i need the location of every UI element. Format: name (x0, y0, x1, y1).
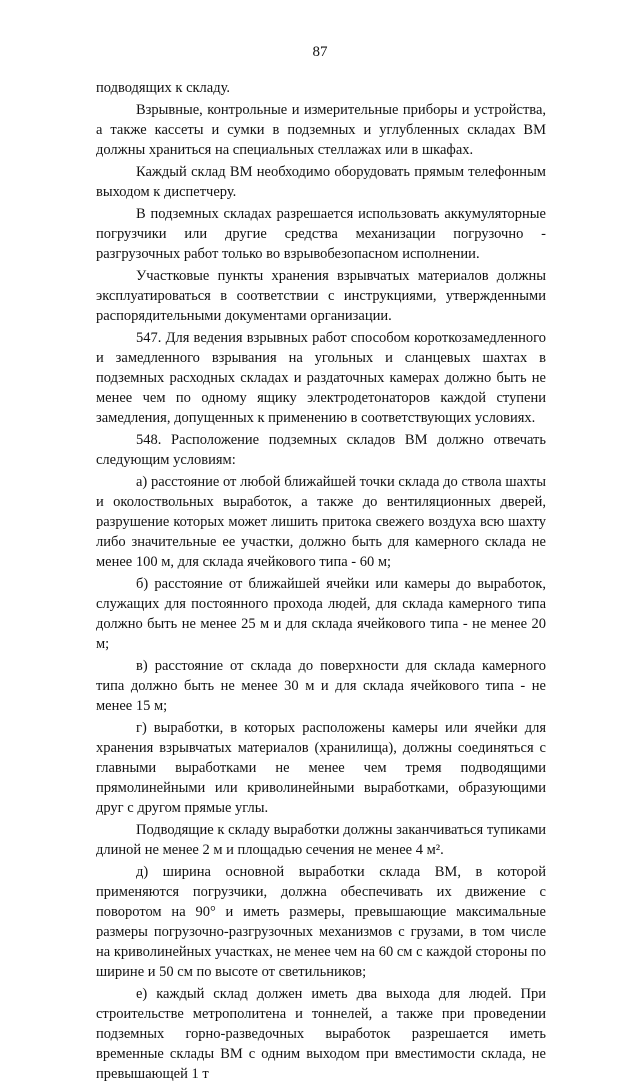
paragraph: Каждый склад ВМ необходимо оборудовать прямым телефонным выходом к диспетчеру. (96, 164, 546, 200)
document-body (96, 78, 546, 1086)
paragraph: в) расстояние от склада до поверхности для склада камерного типа должно быть не менее 30 м и для склада ячейкового типа - не менее 15 м; (96, 658, 546, 714)
paragraph: г) выработки, в которых расположены камеры или ячейки для хранения взрывчатых материалов (хранилища), должны соединяться с главными выработками не менее чем тремя подводящими прямолинейными или криволинейными выработками, образующими друг с другом прямые углы. (96, 720, 546, 816)
paragraph: д) ширина основной выработки склада ВМ, в которой применяются погрузчики, должна обеспечивать их движение с поворотом на 90° и иметь размеры, превышающие максимальные размеры погрузочно-разгрузочных механизмов с грузами, в том числе на криволинейных участках, не менее чем на 60 см с каждой стороны по ширине и 50 см по высоте от светильников; (96, 864, 546, 980)
paragraph: 547. Для ведения взрывных работ способом короткозамедленного и замедленного взрывания на угольных и сланцевых шахтах в подземных расходных складах и раздаточных камерах должно быть не менее чем по одному ящику электродетонаторов каждой ступени замедления, допущенных к применению в соответствующих условиях. (96, 330, 546, 426)
paragraph: Участковые пункты хранения взрывчатых материалов должны эксплуатироваться в соответствии с инструкциями, утвержденными распорядительными документами организации. (96, 268, 546, 324)
paragraph: а) расстояние от любой ближайшей точки склада до ствола шахты и околоствольных выработок, а также до вентиляционных дверей, разрушение которых может лишить притока свежего воздуха всю шахту либо значительные ее участки, должно быть для камерного склада не менее 100 м, для склада ячейкового типа - 60 м; (96, 474, 546, 570)
paragraph: е) каждый склад должен иметь два выхода для людей. При строительстве метрополитена и тоннелей, а также при проведении подземных горно-разведочных выработок разрешается иметь временные склады ВМ с одним выходом при вместимости склада, не превышающей 1 т (96, 986, 546, 1082)
paragraph: 548. Расположение подземных складов ВМ должно отвечать следующим условиям: (96, 432, 546, 468)
paragraph: подводящих к складу. (96, 80, 231, 96)
paragraph: Подводящие к складу выработки должны заканчиваться тупиками длиной не менее 2 м и площадью сечения не менее 4 м². (96, 822, 546, 858)
page-number: 87 (312, 44, 328, 60)
paragraph: б) расстояние от ближайшей ячейки или камеры до выработок, служащих для постоянного прохода людей, для склада камерного типа должно быть не менее 25 м и для склада ячейкового типа - не менее 20 м; (96, 576, 546, 652)
paragraph: Взрывные, контрольные и измерительные приборы и устройства, а также кассеты и сумки в подземных и углубленных складах ВМ должны храниться на специальных стеллажах или в шкафах. (96, 102, 546, 158)
paragraph: В подземных складах разрешается использовать аккумуляторные погрузчики или другие средства механизации погрузочно - разгрузочных работ только во взрывобезопасном исполнении. (96, 206, 546, 262)
